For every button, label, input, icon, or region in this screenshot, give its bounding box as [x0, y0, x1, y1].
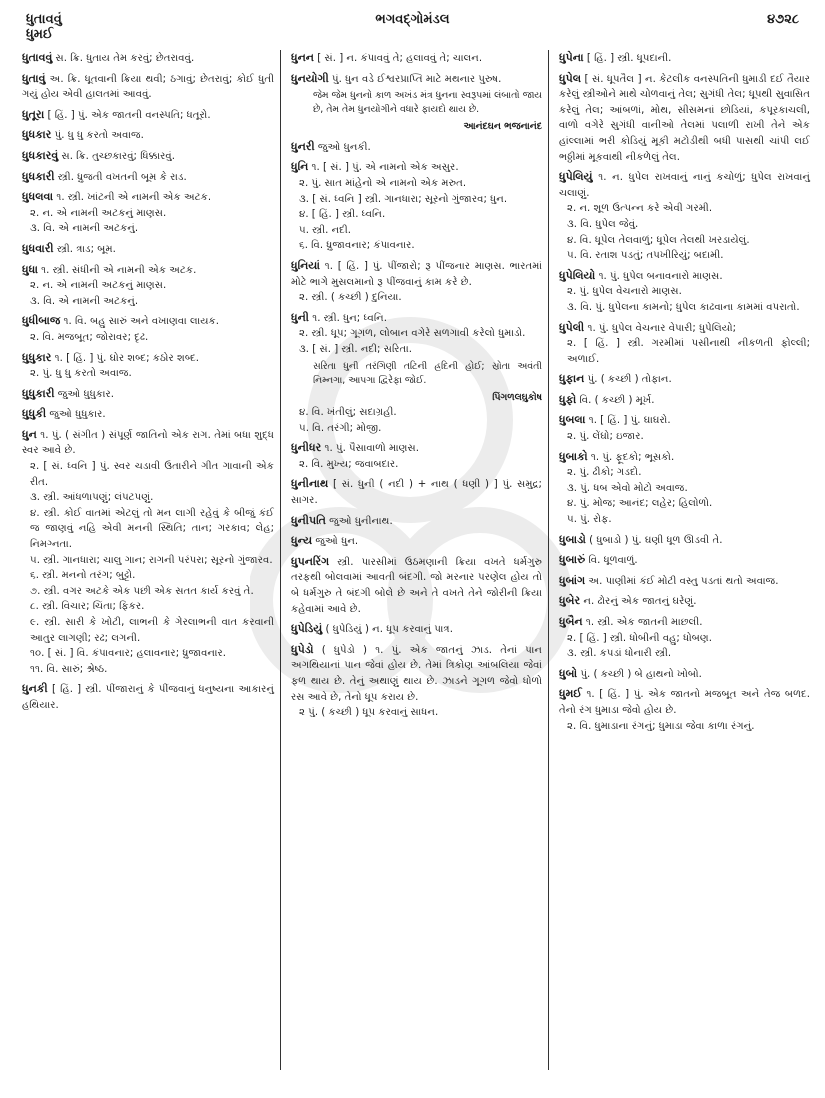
- definition: ૧. સ્ત્રી. એક જાતની માછલી.: [585, 617, 703, 628]
- dictionary-entry: [22, 406, 274, 423]
- headword: ધુનરી: [291, 139, 315, 153]
- dictionary-entry: [291, 50, 542, 67]
- headword: ધુન: [22, 427, 37, 441]
- sense: ૪. વિ. ખંતીલું; સદાગ્રહી.: [299, 407, 397, 419]
- definition: ૧. પું. ધુપેલ વેચનાર વેપારી; ધુપેલિયો;: [587, 322, 737, 334]
- sense: ૨. વિ. મજબૂત; જોરાવર; દૃઢ.: [30, 331, 149, 343]
- definition: [ હિં. ] સ્ત્રી. ધૂપદાની.: [586, 53, 672, 64]
- headword: ધુપેલ: [559, 71, 582, 85]
- sense: ૪. [ હિં. ] સ્ત્રી. ધ્વનિ.: [299, 209, 386, 221]
- dictionary-entry: [559, 532, 810, 549]
- citation-quote: જેમ જેમ ધુનનો કાળ અખંડ મંત્ર ધુનના સ્વરૂપમાં લંબાતો જાય છે, તેમ તેમ ધુનયોગીને વધારે ફાયદો થાય છે.: [313, 90, 542, 116]
- sense: ૯. સ્ત્રી. સારી કે ખોટી, લાભની કે ગેરલાભની વાત કરવાની આતુર લાગણી; રઢ; લગની.: [30, 617, 274, 644]
- headword: ધુતાવવું: [22, 51, 53, 64]
- headword: ધુનિયાં: [291, 258, 320, 272]
- sense: ૨. વિ. ધુમાડાના રંગનું; ધુમાડા જેવા કાળા રંગનું.: [567, 720, 755, 732]
- headword: ધુનકી: [22, 682, 48, 696]
- dictionary-entry: [559, 371, 810, 388]
- definition: ( ધુપેડિયું ) ન. ધૂપ કરવાનું પાત્ર.: [325, 624, 453, 636]
- definition: ૧. [ હિં. ] પું. એક જાતનો મજબૂત અને તેજ બળદ. તેનો રંગ ધુમાડા જેવો હોય છે.: [559, 689, 810, 716]
- sense: ૬. વિ. ધ્રુજાવનાર; કંપાવનાર.: [299, 240, 415, 252]
- headword: ધુની: [291, 310, 309, 324]
- definition: ૧. ન. ધુપેલ રાખવાનું નાનું કચોળું; ધુપેલ રાખવાનું ચલાણું.: [559, 172, 810, 199]
- dictionary-entry: [22, 681, 274, 713]
- dictionary-columns: [22, 50, 812, 1070]
- sense: ૫. વિ. તરંગી; મોજી.: [299, 422, 382, 434]
- dictionary-entry: [559, 449, 810, 528]
- sense: ૨. પું. ધુ ધુ કરતો અવાજ.: [30, 368, 132, 380]
- definition: ૧. [ સં. ] પું. એ નામનો એક અસુર.: [311, 162, 459, 174]
- sense: ૨. [ હિં. ] સ્ત્રી. ગરમીમાં પસીનાથી નીકળતી ફોલ્લી; અળાઈ.: [567, 338, 810, 365]
- definition: વિ. ( કચ્છી ) મૂર્ખ.: [579, 394, 655, 406]
- dictionary-entry: [22, 107, 274, 124]
- sense: ૩. [ સં. ] સ્ત્રી. નદી; સરિતા.: [299, 343, 413, 355]
- headword: ધુધા: [22, 262, 38, 276]
- headword: ધુધવારી: [22, 241, 54, 255]
- definition: [ હિં. ] સ્ત્રી. પીંજારાનું કે પીંજવાનું ધનુષ્યના આકારનું હથિયાર.: [22, 684, 274, 711]
- dictionary-entry: [291, 621, 542, 638]
- headword: ધુનિ: [291, 160, 309, 174]
- definition: ૧. પું. ( સંગીત ) સંપૂર્ણ જાતિનો એક રાગ. તેમાં બધા શુદ્ધ સ્વર આવે છે.: [22, 429, 274, 457]
- sense: ૮. સ્ત્રી. વિચાર; ચિંતા; ફિકર.: [30, 601, 145, 613]
- definition: જુઓ ધુનીનાથ.: [329, 515, 393, 527]
- headword: ધુનીનાથ: [291, 477, 329, 491]
- headword: ધુપેના: [559, 51, 584, 64]
- definition: ૧. પું. ફૂદકો; ભૂસકો.: [590, 451, 675, 463]
- dictionary-entry: [559, 71, 810, 166]
- headword: ધુપેડો: [291, 642, 314, 656]
- headword: ધુપેડિયું: [291, 622, 323, 636]
- headword: ધુધુકાર: [22, 350, 52, 364]
- headword: ધુપેલિયો: [559, 268, 596, 282]
- dictionary-entry: [291, 554, 542, 617]
- dictionary-entry: [22, 127, 274, 144]
- sense: ૬. સ્ત્રી. મનનો તરંગ; બુટ્ટો.: [30, 570, 136, 582]
- dictionary-entry: [22, 71, 274, 103]
- headword: ધુબાકો: [559, 449, 588, 463]
- dictionary-entry: [291, 159, 542, 254]
- sense: ૩. વિ. ધુપેલ જેવું.: [567, 218, 639, 230]
- headword: ધુધુકારી: [22, 386, 55, 400]
- column-2: [280, 50, 548, 1070]
- definition: સ. ક્રિ. તુચ્છકારવું; ધિક્કારવું.: [61, 150, 175, 162]
- citation-source: આનંદઘન ભજનાનંદ: [463, 121, 542, 133]
- dictionary-entry: [559, 552, 810, 569]
- headword: ધુબેર: [559, 594, 581, 608]
- headword: ધુબાડો: [559, 532, 586, 546]
- headword: ધુધલવા: [22, 190, 54, 204]
- headword: ધુફાન: [559, 372, 585, 386]
- definition: પું. ધુ ધુ કરતો અવાજ.: [54, 130, 144, 142]
- sense: ૨. સ્ત્રી. ( કચ્છી ) દુનિયા.: [299, 292, 402, 304]
- sense: ૨. પું. ધુપેલ વેચનારો માણસ.: [567, 286, 682, 298]
- sense: ૩. સ્ત્રી. કપડાં ધોનારી સ્ત્રી.: [567, 648, 672, 660]
- headword: ધુબૈન: [559, 615, 583, 628]
- definition: પું. ( કચ્છી ) તોફાન.: [587, 374, 672, 386]
- headword: ધુનીધર: [291, 441, 322, 455]
- definition: [ સં. ધુની ( નદી ) + નાથ ( ધણી ) ] પું. સમુદ્ર; સાગર.: [291, 479, 542, 507]
- sense: ૫. પું. રોફ.: [567, 514, 612, 526]
- definition: જુઓ ધુધુકાર.: [57, 388, 115, 400]
- citation-source: પિંગળલઘુકોષ: [492, 391, 542, 403]
- sense: ૨. ન. એ નામની અટકનું માણસ.: [30, 280, 167, 292]
- definition: સ્ત્રી. ધ્રુજતી વખતની બૂમ કે રાડ.: [57, 171, 187, 183]
- column-1: [22, 50, 280, 1070]
- headword: ધુધીબાજ: [22, 314, 61, 328]
- dictionary-entry: [559, 392, 810, 409]
- dictionary-entry: [291, 310, 542, 437]
- dictionary-entry: [291, 476, 542, 508]
- definition: [ સં. ] ન. કંપાવવું તે; હલાવવું તે; ચાલન.: [317, 53, 483, 64]
- definition: પું. ધુન વડે ઈશ્વરપ્રાપ્તિ માટે મથનાર પુરુષ.: [331, 73, 502, 85]
- definition: ૧. સ્ત્રી. ધુન; ધ્વનિ.: [312, 312, 387, 324]
- dictionary-entry: [559, 50, 810, 67]
- headword: ધુપેલિયું: [559, 170, 593, 184]
- sense: ૨. [ સં. ધ્વનિ ] પું. સ્વર ચડાવી ઉતારીને ગીત ગાવાની એક રીત.: [30, 461, 274, 488]
- definition: જુઓ ધુન.: [315, 536, 359, 548]
- headword: ધુધકારી: [22, 169, 55, 183]
- sense: ૧૦. [ સં. ] વિ. કંપાવનાર; હલાવનાર; ધ્રુજાવનાર.: [30, 648, 227, 660]
- headword: ધુનીપતિ: [291, 513, 326, 527]
- headword: ધુબાંગ: [559, 573, 586, 587]
- dictionary-entry: [22, 189, 274, 237]
- sense: ૪. સ્ત્રી. કોઈ વાતમાં એટલું તો મન લાગી રહેવું કે બીજું કંઈ જ જાણવું નહિ એવી મનની સ્થિતિ; તાન; ગરકાવ; લેહ; નિમગ્નતા.: [30, 507, 274, 551]
- page-number: ૪૭૨૮: [767, 12, 799, 27]
- dictionary-entry: [559, 686, 810, 734]
- headword: ધુતૂરા: [22, 107, 45, 121]
- sense: ૫. વિ. રતાશ પડતું; તપખીરિયું; બદામી.: [567, 250, 724, 262]
- definition: [ હિં. ] પું. એક જાતની વનસ્પતિ; ધતૂરો.: [47, 109, 211, 121]
- dictionary-entry: [22, 148, 274, 165]
- dictionary-entry: [22, 313, 274, 345]
- dictionary-entry: [291, 533, 542, 550]
- definition: ૧. પું. ધુપેલ બનાવનારો માણસ.: [598, 270, 723, 282]
- dictionary-entry: [22, 386, 274, 403]
- sense: ૨. પું. ઢીકો; ગડદો.: [567, 467, 642, 479]
- sense: ૨. વિ. મુખ્ય; જવાબદાર.: [299, 458, 399, 470]
- definition: ૧. પું. પૈસાવાળો માણસ.: [324, 443, 420, 455]
- definition: ( ધુપેડો ) ૧. પું. એક જાતનું ઝાડ. તેનાં પાન અગથિયાનાં પાન જેવાં હોય છે. તેમાં ત્રિકોણ આંબલિયા જેવાં ફળ થાય છે. તેનું અથાણું થાય છે. ઝાડને ગૂગળ જેવો ધોળો રસ આવે છે, તેનો ધૂપ કરાય છે.: [291, 644, 542, 703]
- sense: ૩. [ સં. ધ્વનિ ] સ્ત્રી. ગાનધારા; સૂરનો ગુંજારવ; ધુન.: [299, 193, 508, 205]
- sense: ૨. ન. શૂળ ઉત્પન્ન કરે એવી ગરમી.: [567, 203, 713, 215]
- dictionary-entry: [559, 614, 810, 662]
- sense: ૪. પું. મોજ; આનંદ; લહેર; હિલોળો.: [567, 498, 713, 510]
- dictionary-entry: [291, 513, 542, 530]
- headword: ધુનયોગી: [291, 71, 329, 85]
- dictionary-entry: [22, 262, 274, 310]
- headword: ધુધકારવું: [22, 148, 59, 162]
- sense: ૩. વિ. એ નામની અટકનું.: [30, 223, 139, 235]
- definition: સ્ત્રી. ત્રાડ; બૂમ.: [56, 243, 116, 255]
- dictionary-entry: [559, 593, 810, 610]
- column-3: [548, 50, 812, 1070]
- headword: ધુબલા: [559, 413, 586, 427]
- sense: ૨. [ હિં. ] સ્ત્રી. ધોબીની વહુ; ધોબણ.: [567, 632, 713, 644]
- dictionary-entry: [22, 169, 274, 186]
- headword: ધુધુકી: [22, 407, 47, 421]
- headword: ધુપનરિંગ: [291, 554, 330, 568]
- dictionary-entry: [559, 573, 810, 590]
- dictionary-entry: [559, 169, 810, 264]
- dictionary-entry: [559, 412, 810, 444]
- headword: ધુન્ય: [291, 534, 313, 548]
- definition: ૧. સ્ત્રી. સંધીની એ નામની એક અટક.: [41, 264, 197, 276]
- headword: ધુમઈ: [559, 687, 582, 701]
- sense: ૨. પું. સાત માંહેનો એ નામનો એક મરુત.: [299, 177, 467, 189]
- definition: અ. પાણીમાં કંઈ મોટી વસ્તુ પડતાં થતો અવાજ.: [588, 575, 779, 587]
- definition: જુઓ ધુધુકાર.: [49, 409, 106, 421]
- guide-word-last: ધુમઈ: [26, 27, 54, 42]
- headword: ધુતાવું: [22, 71, 46, 85]
- sense: ૩. સ્ત્રી. આંધળાપણું; લંપટપણું.: [30, 492, 154, 504]
- headword: ધુપેલી: [559, 320, 585, 334]
- dictionary-entry: [559, 666, 810, 683]
- dictionary-entry: [559, 320, 810, 368]
- sense: ૭. સ્ત્રી. વગર અટકે એક પછી એક સતત કાર્ય કરવું તે.: [30, 585, 254, 597]
- definition: વિ. ધૂળવાળું.: [588, 555, 638, 567]
- definition: જુઓ ધુનકી.: [317, 141, 371, 153]
- definition: ૧. [ હિં. ] પું. ઘાઘરો.: [588, 415, 671, 427]
- dictionary-entry: [291, 71, 542, 135]
- headword: ધુફો: [559, 392, 577, 406]
- headword: ધુધકાર: [22, 128, 52, 142]
- dictionary-entry: [291, 258, 542, 306]
- definition: ૧. [ હિં. ] પું. પીંજારો; રૂ પીંજનાર માણસ. ભારતમાં મોટે ભાગે મુસલમાનો રૂ પીંજવાનું કામ કરે છે.: [291, 260, 542, 288]
- sense: ૩. વિ. એ નામની અટકનું.: [30, 295, 139, 307]
- sense: ૫. સ્ત્રી. નદી.: [299, 224, 352, 236]
- definition: ન. ઢોરનું એક જાતનું ઘરેણું.: [583, 596, 697, 608]
- sense: ૨. સ્ત્રી. ધૂપ; ગૂગળ, લોબાન વગેરે સળગાવી કરેલો ધુમાડો.: [299, 328, 526, 340]
- sense: ૩. વિ. પું. ધુપેલના કામનો; ધુપેલ કાઢવાના કામમાં વપરાતો.: [567, 301, 800, 313]
- definition: સ. ક્રિ. ધુતાય તેમ કરવું; છેતરાવવું.: [55, 53, 195, 64]
- citation-quote: સરિતા ધુની તરંગિણી તટિની હ્રદિની હોઈ; સ્રોતા અવંતી નિમ્નગા, આપગા દ્વિરેફા જોઈ.: [313, 360, 542, 386]
- headword: ધુબો: [559, 666, 578, 680]
- sense: ૪. વિ. ધૂપેલ તેલવાળું; ધૂપેલ તેલથી ખરડાયેલું.: [567, 234, 750, 246]
- definition: ( ધુબાડો ) પું. ઘણી ધૂળ ઊડવી તે.: [589, 534, 723, 546]
- definition: પું. ( કચ્છી ) બે હાથનો ખોબો.: [580, 668, 702, 680]
- dictionary-entry: [22, 50, 274, 67]
- sense: ૧૧. વિ. સારું; શ્રેષ્ઠ.: [30, 663, 108, 675]
- definition: ૧. વિ. બહુ સારું અને વખાણવા લાયક.: [63, 316, 219, 328]
- dictionary-entry: [559, 268, 810, 316]
- sense: ૩. પું. ધબ એવો મોટો અવાજ.: [567, 482, 688, 494]
- sense: ૨. પું. લેંઘો; ઇજાર.: [567, 431, 644, 443]
- dictionary-entry: [22, 241, 274, 258]
- definition: ૧. [ હિં. ] પું. ઘોર શબ્દ; કઠોર શબ્દ.: [54, 352, 200, 364]
- sense: ૨ પું. ( કચ્છી ) ધૂપ કરવાનું સાધન.: [299, 707, 439, 719]
- dictionary-entry: [291, 642, 542, 721]
- page-header: [0, 12, 825, 46]
- guide-word-first: ધુતાવવું: [26, 12, 62, 27]
- definition: [ સં. ધૂપતૈલ ] ન. કેટલીક વનસ્પતિની ધુમાડી દઈ તૈયાર કરેલું સ્ત્રીઓને માથે ચોળવાનું તેલ; સુગંધી તેલ; ધૂપથી સુવાસિત કરેલું તેલ; આંબળાં, મોથ, સીસમનાં છોડિયાં, કપૂરકાચલી, વાળો વગેરે સુગંધી વાનીઓ તેલમાં પલાળી રાખી તેને એક હાંલ્લામાં ભરી કોડિયું મૂકી મટોડીથી બધી પાસથી ચાંપી લઈ ભઠ્ઠીમાં મૂકવાથી નીકળેલું તેલ.: [559, 73, 810, 163]
- headword: ધુબારું: [559, 553, 586, 567]
- sense: ૨. ન. એ નામની અટકનું માણસ.: [30, 207, 167, 219]
- definition: સ્ત્રી. પારસીમાં ઉઠમણાની ક્રિયા વખતે ધર્મગુરુ તરફથી બોલવામાં આવતી બંદગી. જો મરનાર પરણેલ હોય તો બે ધર્મગુરુ તે બંદગી બોલે છે અને તે વખતે તેને જોરીની ક્રિયા કહેવામાં આવે છે.: [291, 556, 542, 615]
- definition: અ. ક્રિ. ધૂતવાની ક્રિયા થવી; ઠગાવું; છેતરાવું; કોઈ ધુતી ગયું હોય એવી હાલતમાં આવવું.: [22, 73, 275, 101]
- headword: ધુનન: [291, 51, 314, 64]
- definition: ૧. સ્ત્રી. ખાંટની એ નામની એક અટક.: [56, 192, 212, 204]
- dictionary-entry: [22, 427, 274, 678]
- sense: ૫. સ્ત્રી. ગાનધારા; ચાલુ ગાન; રાગની પરંપરા; સૂરનો ગુંજારવ.: [30, 554, 273, 566]
- dictionary-entry: [22, 350, 274, 382]
- dictionary-entry: [291, 440, 542, 472]
- dictionary-entry: [291, 139, 542, 156]
- dictionary-title: ભગવદ્ગોમંડલ: [375, 12, 450, 27]
